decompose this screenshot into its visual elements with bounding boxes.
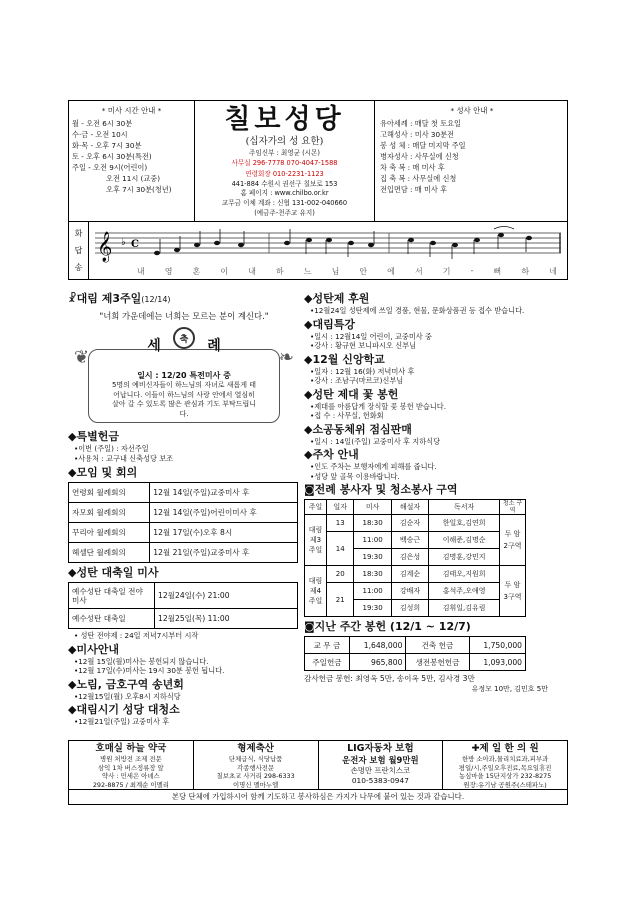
header-box [68, 100, 568, 222]
mass-time-line: 월 - 오전 6시 30분 [72, 119, 133, 128]
baptism-title-char: 세 [147, 338, 161, 354]
readers-cell: 한일호,김연희 [429, 515, 500, 532]
svg-text:𝄞: 𝄞 [97, 232, 113, 262]
thanks-offering-line: 감사헌금 봉헌: 최영옥 5만, 송이옥 5만, 김사경 3만 [304, 674, 475, 683]
mass-time-line: 토 - 오후 6시 30분(특전) [72, 152, 152, 161]
lyric-syllable: 영 [164, 267, 173, 276]
cleaning-zone-cell: 두 암 3구역 [500, 566, 526, 617]
sacrament-line: 집 축 복 : 사무실에 신청 [380, 174, 457, 183]
ad-line: 이명신 멜마누엘 [233, 780, 279, 789]
time-cell: 19:30 [354, 549, 391, 566]
parking-item: •성당 앞 골목 이용바랍니다. [310, 471, 400, 481]
cleaning-zone-cell: 두 암 2구역 [500, 515, 526, 566]
lecture-heading: ◆대림특강 [304, 317, 355, 331]
column-header: 일자 [327, 500, 354, 515]
account-holder: (예금주-천주교 유지) [254, 208, 315, 217]
time-cell: 11:00 [354, 583, 391, 600]
ad-line: 약사 : 민세은 아녜스 [102, 772, 160, 781]
christmas-mass-name: 예수성탄 대축일 [69, 609, 155, 629]
time-cell: 11:00 [354, 532, 391, 549]
psalm-label-char: 송 [74, 263, 83, 272]
column-header: 독서자 [429, 500, 500, 515]
time-cell: 18:30 [354, 566, 391, 583]
table-row [305, 654, 526, 671]
bulletin-sheet [68, 100, 568, 727]
narrator-cell: 김은성 [391, 549, 428, 566]
mass-times-title: * 미사 시간 안내 * [101, 106, 162, 115]
lyric-syllable: 네 [549, 267, 557, 276]
narrator-cell: 김계순 [391, 566, 428, 583]
mass-notice-item: •12월 15일(월)미사는 봉헌되지 않습니다. [74, 656, 209, 666]
leaf-icon: ❦ [74, 347, 90, 368]
table-row [305, 566, 526, 583]
lecture-item: •강사 : 황규현 보니파시오 신부님 [310, 341, 417, 350]
lyric-syllable: 에 [387, 267, 395, 276]
meeting-time: 12월 14일(주일)어린이미사 후 [150, 503, 298, 523]
ad-line: 병원 처방전 조제 전문 [100, 755, 162, 763]
chi-rho-icon: ☧ [68, 292, 77, 305]
celebration-seal-icon: 축 [173, 327, 195, 349]
column-header: 미사 [354, 500, 391, 515]
meeting-time: 12월 17일(수)오후 8시 [150, 523, 298, 543]
volunteer-table [304, 499, 526, 617]
readers-cell: 이해준,김명순 [429, 532, 500, 549]
baptism-title-char: 례 [207, 338, 221, 354]
readers-cell: 김명훈,강민지 [429, 549, 500, 566]
account-line: 교무금 이체 계좌 : 신협 131-002-040660 [221, 198, 348, 207]
advent-date: (12/14) [141, 295, 171, 304]
psalm-label-char: 화 [74, 229, 83, 238]
psalm-label [69, 222, 89, 279]
readers-cell: 김휘일,김유림 [429, 600, 500, 617]
school-heading: ◆12월 신앙학교 [304, 352, 385, 366]
lyric-syllable: 혼 [192, 267, 201, 276]
mass-notice-heading: ◆미사안내 [68, 642, 119, 656]
table-row [69, 583, 298, 609]
baptism-notice [74, 327, 294, 427]
year-end-heading: ◆노림, 금호구역 송년회 [68, 677, 184, 691]
sacrament-line: 전입면담 : 매 미사 후 [380, 185, 448, 194]
advent-heading [68, 292, 300, 307]
lyric-syllable: 님 [331, 267, 340, 276]
ad-pharmacy [69, 741, 194, 789]
lyric-syllable: - [470, 266, 474, 275]
meetings-heading: ◆모임 및 회의 [68, 466, 138, 479]
lyric-syllable: 하 [521, 267, 530, 276]
date-cell: 13 [327, 515, 354, 532]
date-cell: 14 [327, 532, 354, 566]
svg-text:C: C [131, 239, 139, 250]
flower-item: •접 수 : 사무실, 헌화회 [310, 411, 384, 420]
time-cell: 19:30 [354, 600, 391, 617]
narrator-cell: 김순자 [391, 515, 428, 532]
mass-time-line: 오후 7시 30분(청년) [106, 185, 172, 194]
sacraments-panel [375, 101, 567, 221]
thanks-offering-line: 유정모 10만, 김민호 5만 [471, 685, 548, 693]
parking-item: •인도 주차는 보행자에게 피해를 줍니다. [310, 462, 437, 471]
pastor-line: 주임신부 : 최영균 (시몬) [249, 149, 320, 157]
staff-notation-icon [89, 225, 567, 265]
table-row [69, 609, 298, 629]
offering-amount: 1,648,000 [349, 637, 405, 654]
lyric-syllable: 뻐 [493, 267, 502, 276]
ad-line: 삼익 1차 버스정류장 앞 [98, 763, 164, 772]
ad-title: ✚제 일 한 의 원 [471, 743, 539, 754]
ad-line: 운전자 보험 월9만원 [342, 755, 419, 765]
christmas-mass-time: 12월24일(수) 21:00 [155, 583, 298, 609]
ad-line: 한방 소아과,물리치료과,피부과 [461, 755, 549, 763]
ad-line: 원장:유기남 공원주(스테파노) [463, 780, 547, 789]
sacraments-title: * 성사 안내 * [450, 106, 494, 115]
week-cell: 대림 제3 주일 [305, 515, 327, 566]
ad-title: 호매실 하늘 약국 [95, 743, 167, 754]
lunch-item: •일시 : 14일(주일) 교중미사 후 지하식당 [310, 436, 441, 446]
volunteer-heading: ◙전례 봉사자 및 청소봉사 구역 [304, 483, 458, 496]
narrator-cell: 강배자 [391, 583, 428, 600]
ad-insurance [319, 741, 444, 789]
flower-heading: ◆성탄 제대 꽃 봉헌 [304, 387, 399, 401]
offering-amount: 1,093,000 [469, 654, 525, 671]
lyric-syllable: 내 [248, 267, 256, 276]
leaf-icon: ❧ [278, 347, 294, 368]
date-cell: 20 [327, 566, 354, 583]
year-end-item: •12월15일(월) 오후8시 지하식당 [74, 691, 181, 701]
time-cell: 18:30 [354, 515, 391, 532]
column-header: 해설자 [391, 500, 428, 515]
lecture-item: •일시 : 12월14일 어린이, 교중미사 중 [310, 331, 432, 341]
table-row [69, 503, 298, 523]
ad-clinic [443, 741, 567, 789]
table-header-row [305, 500, 526, 515]
ad-line: 292-8875 / 최계순 이멜리 [92, 780, 169, 789]
table-row [305, 532, 526, 549]
meeting-name: 꾸리아 월례회의 [69, 523, 150, 543]
ad-title: LIG자동차 보험 [347, 743, 414, 754]
meeting-name: 자모회 월례회의 [69, 503, 150, 523]
column-header: 청소 구역 [500, 500, 526, 515]
cleaning-item: •12월21일(주일) 교중미사 후 [74, 717, 170, 726]
church-name: 칠보성당 [224, 104, 345, 135]
mass-time-line: 주일 - 오전 9시(어린이) [72, 163, 148, 172]
office-phone: 사무실 296-7778 070-4047-1588 [231, 158, 338, 167]
sacrament-line: 고해성사 : 미사 30분전 [380, 130, 454, 139]
ads-strip [68, 740, 568, 790]
offering-label: 생전봉헌헌금 [406, 654, 469, 671]
table-row [69, 483, 298, 503]
lyric-syllable: 내 [137, 267, 145, 276]
parking-heading: ◆주차 안내 [304, 448, 359, 461]
lyric-syllable: 서 [414, 267, 423, 276]
sacrament-line: 병자성사 : 사무실에 신청 [380, 152, 459, 161]
christmas-mass-time: 12월25일(목) 11:00 [155, 609, 298, 629]
lyric-syllable: 이 [220, 267, 229, 276]
baptism-box [88, 349, 280, 423]
lyric-syllable: 기 [442, 267, 451, 276]
table-row [69, 523, 298, 543]
sacrament-line: 차 축 복 : 매 미사 후 [380, 163, 445, 172]
lyric-syllable: 느 [303, 267, 312, 276]
meeting-name: 연령회 월례회의 [69, 483, 150, 503]
support-heading: ◆성탄제 후원 [304, 292, 370, 305]
date-cell: 21 [327, 583, 354, 617]
narrator-cell: 김성희 [391, 600, 428, 617]
meetings-table [68, 482, 298, 563]
school-item: •일자 : 12월 16(화) 저녁미사 후 [310, 366, 415, 376]
ad-line: 손명만 프란치스코 [350, 766, 411, 775]
offering-label: 교 무 금 [305, 637, 350, 654]
mass-time-line: 오전 11시 (교중) [106, 174, 161, 183]
sacrament-line: 유아세례 : 매달 첫 토요일 [380, 119, 461, 128]
table-row [305, 515, 526, 532]
music-staff [89, 222, 567, 279]
mass-times-panel [69, 101, 195, 221]
offering-heading: ◙지난 주간 봉헌 (12/1 ~ 12/7) [304, 620, 471, 633]
baptism-date: 일시 : 12/20 특전미사 중 [137, 371, 231, 380]
svg-text:♭: ♭ [121, 237, 126, 248]
lyric-syllable: 하 [275, 267, 284, 276]
special-item: •사용처 : 교구내 신축성당 보조 [74, 453, 174, 463]
ad-title: 형제축산 [237, 743, 274, 754]
right-column [304, 292, 568, 727]
psalm-lyrics [137, 266, 557, 277]
column-header: 주일 [305, 500, 327, 515]
meeting-time: 12월 21일(주일)교중미사 후 [150, 543, 298, 563]
table-row [305, 583, 526, 600]
school-item: •강사 : 조남구(마르코)신부님 [310, 376, 404, 385]
offering-amount: 1,750,000 [469, 637, 525, 654]
offering-amount: 965,800 [349, 654, 405, 671]
readers-cell: 김태오,지원희 [429, 566, 500, 583]
mass-notice-item: •12월 17일(수)미사는 19시 30분 봉헌 됩니다. [74, 666, 225, 675]
mass-time-line: 수·금 - 오전 10시 [72, 130, 128, 139]
mass-time-line: 화·목 - 오후 7시 30분 [72, 141, 142, 150]
week-cell: 대림 제4 주일 [305, 566, 327, 617]
readers-cell: 홍석주,오애영 [429, 583, 500, 600]
content-columns [68, 292, 568, 727]
baptism-text: 5명의 예비신자들이 하느님의 자녀로 새롭게 태어납니다. 이들이 하느님의 사랑 안에서 열심히 살아 갈 수 있도록 많은 관심과 기도 부탁드립니다. [111, 381, 257, 418]
gospel-quote: "너희 가운데에는 너희는 모르는 분이 계신다." [99, 311, 269, 321]
table-row [305, 637, 526, 654]
ad-line: 010-5383-0947 [351, 776, 409, 785]
church-address: 441-884 수원시 권선구 칠보로 153 [231, 179, 338, 188]
ad-line: 각종행사전문 [237, 763, 275, 772]
psalm-response-box [68, 222, 568, 280]
lunch-heading: ◆소공동체위 점심판매 [304, 422, 412, 436]
ad-line: 평일/시,주일오후진료,목요일휴진 [458, 763, 552, 772]
chairman-phone: 연령회장 010-2231-1123 [245, 170, 324, 179]
ad-butcher [194, 741, 319, 789]
cleaning-heading: ◆대림시기 성당 대청소 [68, 703, 180, 716]
footer-message: 본당 단체에 가입하시어 함께 기도하고 봉사하심은 가지가 나무에 붙어 있는 것과 같습니다. [68, 790, 568, 805]
christmas-table [68, 582, 298, 629]
meeting-name: 헤셀단 월례회의 [69, 543, 150, 563]
church-info-panel [195, 101, 375, 221]
offering-label: 주일헌금 [305, 654, 350, 671]
meeting-time: 12월 14일(주일)교중미사 후 [150, 483, 298, 503]
special-item: •이번 (주일) : 자선주일 [74, 444, 149, 453]
flower-item: •제대를 아름답게 장식할 꽃 봉헌 받습니다. [310, 401, 446, 411]
narrator-cell: 백승근 [391, 532, 428, 549]
lyric-syllable: 안 [359, 267, 368, 276]
left-column [68, 292, 300, 727]
church-homepage[interactable]: 홈 페이지 : www.chilbo.or.kr [240, 189, 329, 198]
special-offering-heading: ◆특별헌금 [68, 430, 119, 443]
ad-line: 농심마을 15단지상가 232-8275 [458, 772, 552, 781]
advent-title: 대림 제3주일 [76, 292, 142, 305]
church-subtitle: (십자가의 성 요한) [245, 136, 324, 147]
christmas-heading: ◆성탄 대축일 미사 [68, 566, 159, 579]
psalm-label-char: 답 [74, 246, 83, 255]
ad-line: 단체급식, 식당납품 [228, 755, 283, 763]
support-item: •12월24일 성탄제에 쓰일 경품, 현물, 문화상품권 등 접수 받습니다. [310, 306, 525, 315]
ad-line: 칠보초교 사거리 298-6333 [216, 772, 295, 781]
offering-label: 건축 헌금 [406, 637, 469, 654]
christmas-mass-name: 예수성탄 대축일 전야 미사 [69, 583, 155, 609]
sacrament-line: 봉 성 체 : 매달 미지막 주일 [380, 141, 466, 150]
christmas-note: • 성탄 전야제 : 24일 저녁7시부터 시작 [74, 631, 199, 640]
table-row [69, 543, 298, 563]
offering-table [304, 636, 526, 671]
